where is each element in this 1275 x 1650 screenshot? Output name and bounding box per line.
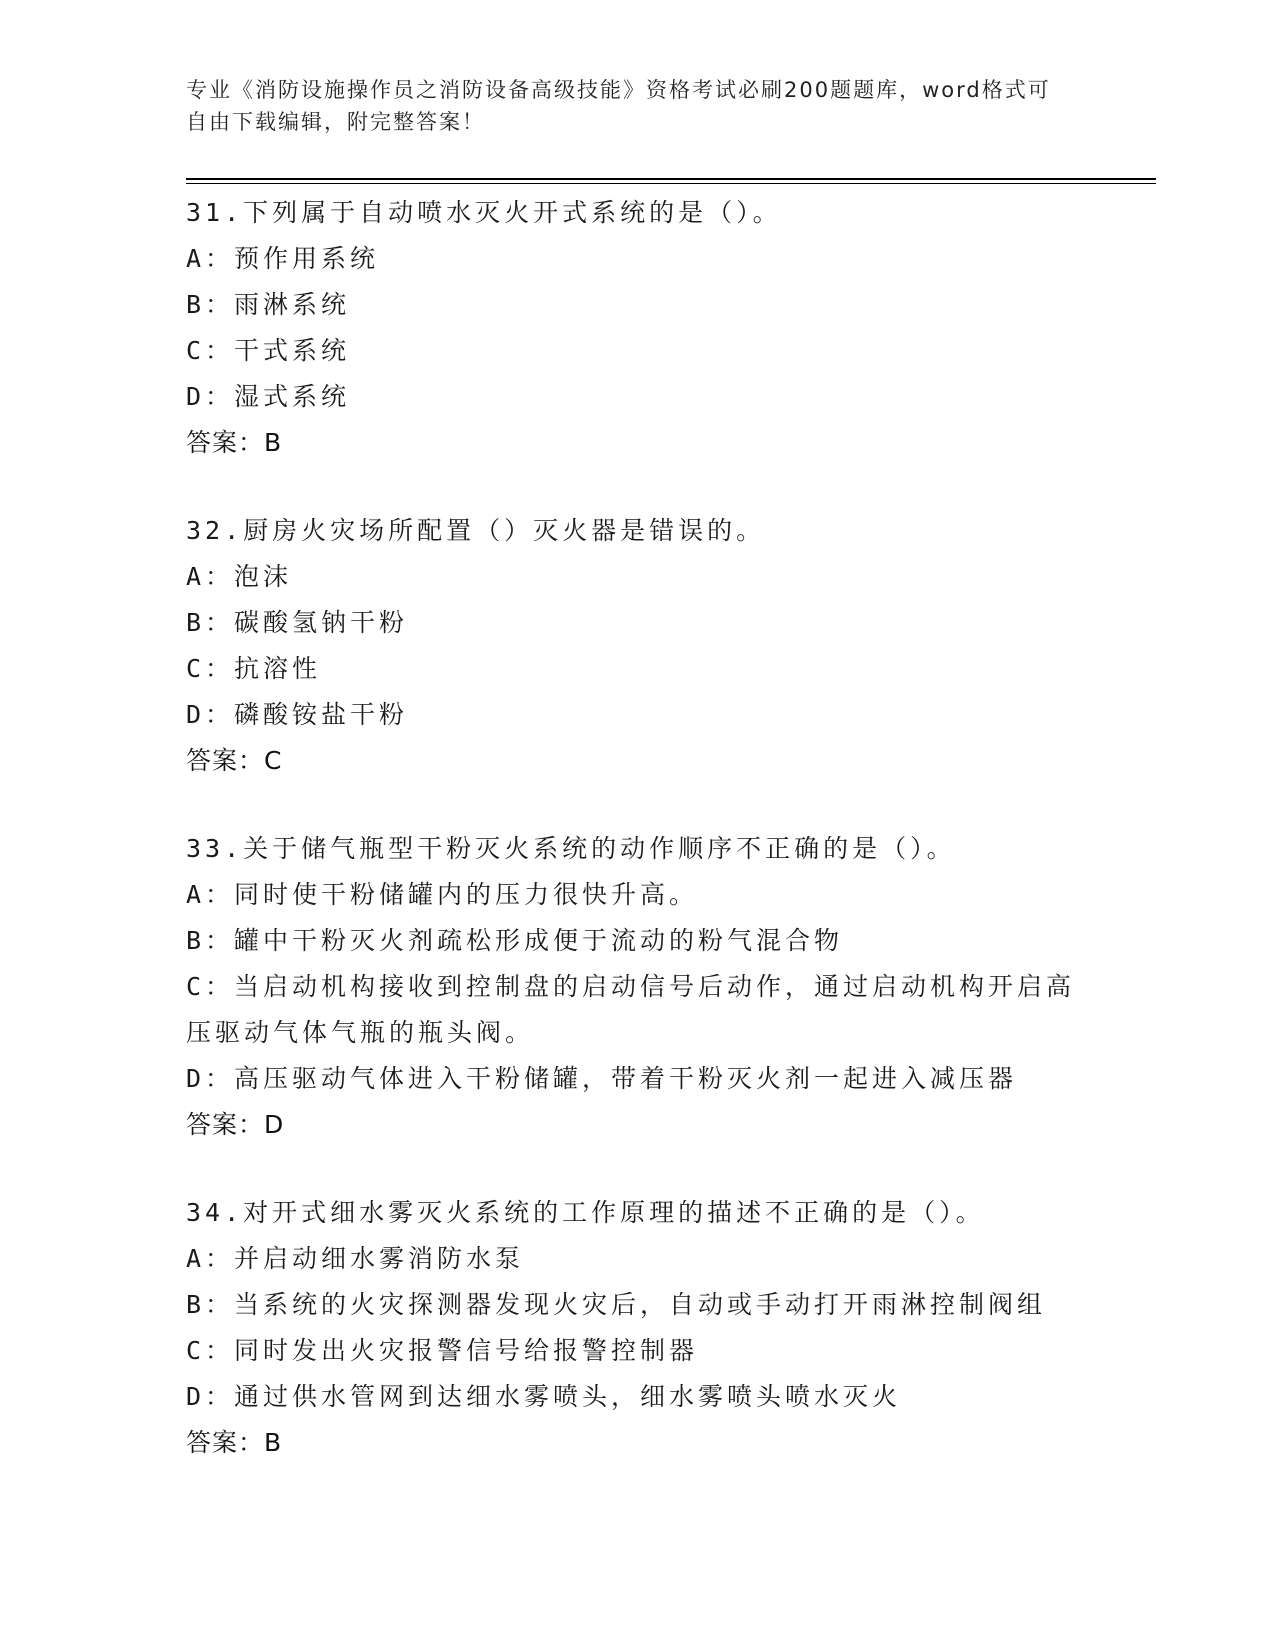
- option-d: D：湿式系统: [186, 382, 351, 411]
- option-b: B：碳酸氢钠干粉: [186, 608, 409, 637]
- answer-label: 答案：D: [186, 1110, 285, 1139]
- option-a: A：并启动细水雾消防水泵: [186, 1244, 525, 1273]
- option-c: C：干式系统: [186, 336, 351, 365]
- answer-label: 答案：C: [186, 746, 283, 775]
- option-d: D：高压驱动气体进入干粉储罐，带着干粉灭火剂一起进入减压器: [186, 1064, 1018, 1093]
- option-c: C：抗溶性: [186, 654, 322, 683]
- option-d: D：磷酸铵盐干粉: [186, 700, 409, 729]
- option-a: A：同时使干粉储罐内的压力很快升高。: [186, 880, 699, 909]
- option-b: B：罐中干粉灭火剂疏松形成便于流动的粉气混合物: [186, 926, 844, 955]
- option-c: C：同时发出火灾报警信号给报警控制器: [186, 1336, 699, 1365]
- question-stem: 31.下列属于自动喷水灭火开式系统的是（）。: [186, 198, 782, 227]
- question-31: [186, 190, 1086, 466]
- option-b: B：雨淋系统: [186, 290, 351, 319]
- question-32: [186, 508, 1086, 784]
- question-33: [186, 826, 1086, 1148]
- header-divider-thin: [186, 183, 1156, 184]
- question-stem: 32.厨房火灾场所配置（）灭火器是错误的。: [186, 516, 766, 545]
- question-34: [186, 1190, 1086, 1466]
- option-c: C：当启动机构接收到控制盘的启动信号后动作，通过启动机构开启高压驱动气体气瓶的瓶头阀。: [186, 972, 1076, 1047]
- option-d: D：通过供水管网到达细水雾喷头，细水雾喷头喷水灭火: [186, 1382, 902, 1411]
- answer-label: 答案：B: [186, 428, 283, 457]
- answer-label: 答案：B: [186, 1428, 283, 1457]
- header-divider-thick: [186, 178, 1156, 180]
- document-header: 专业《消防设施操作员之消防设备高级技能》资格考试必刷200题题库，word格式可自由下载编辑，附完整答案！: [186, 78, 1051, 134]
- question-stem: 33.关于储气瓶型干粉灭火系统的动作顺序不正确的是（）。: [186, 834, 956, 863]
- option-b: B：当系统的火灾探测器发现火灾后，自动或手动打开雨淋控制阀组: [186, 1290, 1047, 1319]
- question-list: [186, 190, 1086, 1508]
- option-a: A：泡沫: [186, 562, 293, 591]
- option-a: A：预作用系统: [186, 244, 380, 273]
- question-stem: 34.对开式细水雾灭火系统的工作原理的描述不正确的是（）。: [186, 1198, 985, 1227]
